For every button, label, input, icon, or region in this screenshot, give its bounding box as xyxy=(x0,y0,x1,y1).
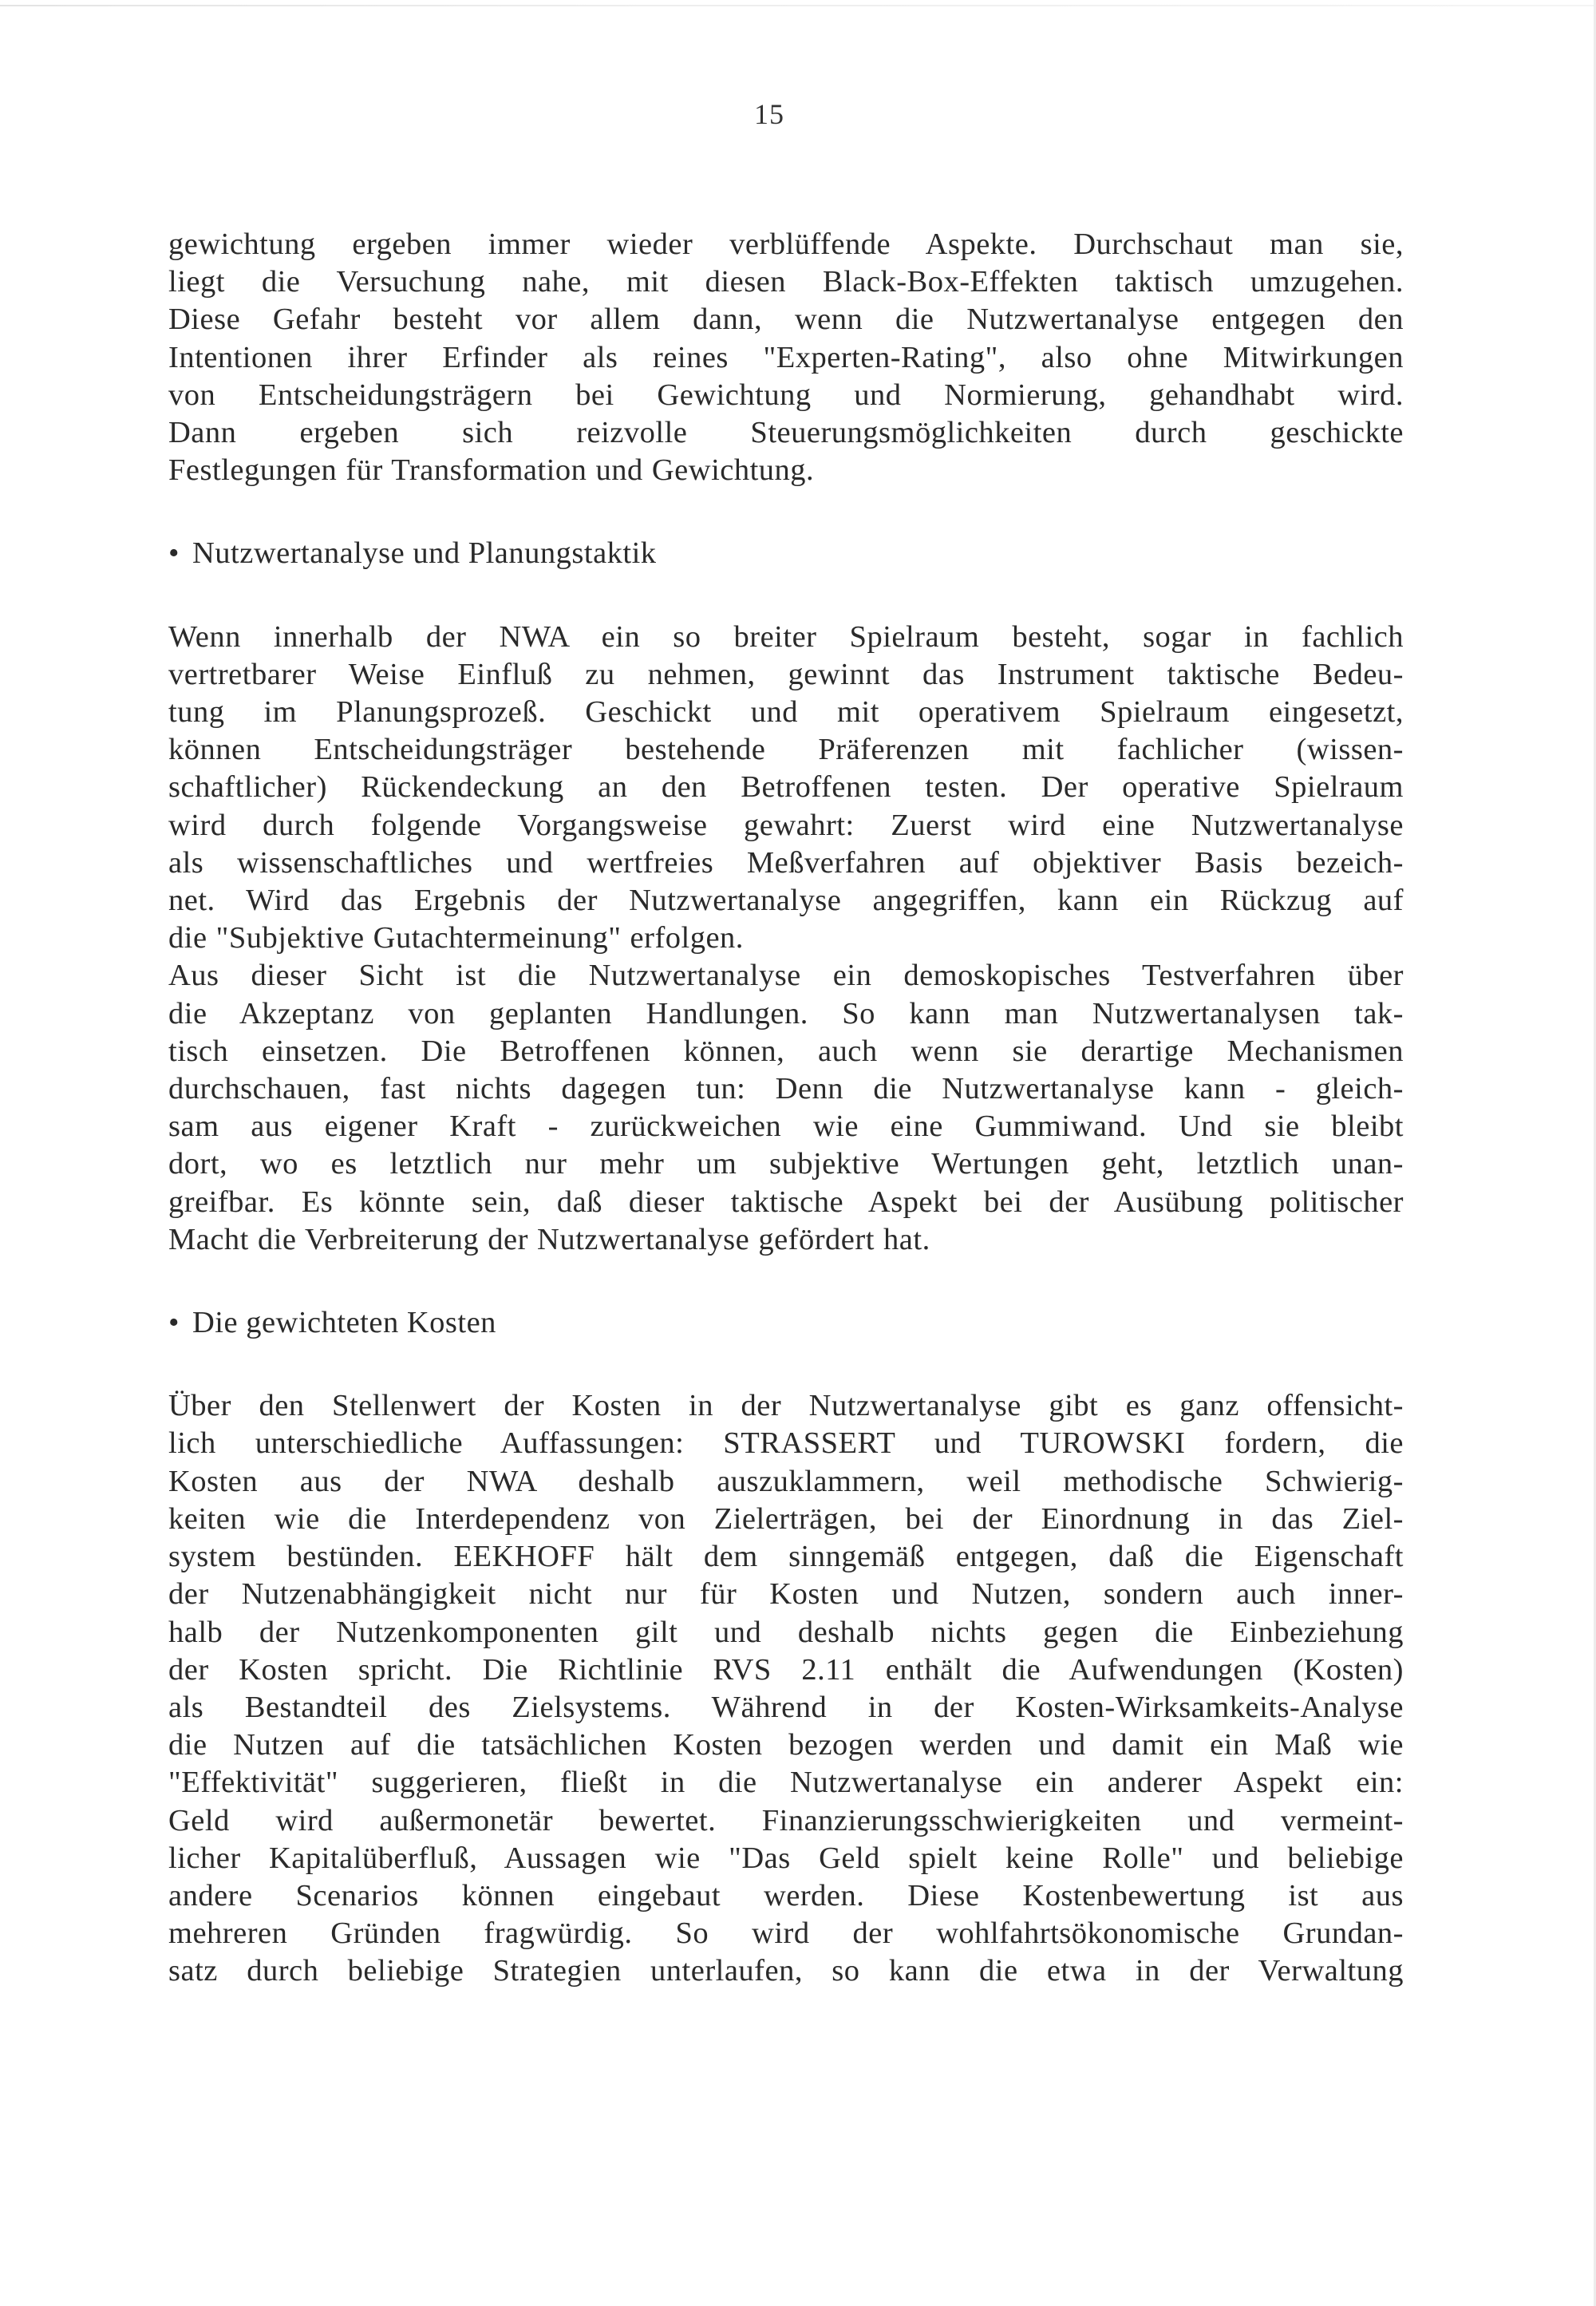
text-line: tung im Planungsprozeß. Geschickt und mit operativem Spielraum eingesetzt, xyxy=(168,695,1404,730)
text-line: keiten wie die Interdependenz von Zielerträgen, bei der Einordnung in das Ziel- xyxy=(168,1501,1404,1536)
text-line: wird durch folgende Vorgangsweise gewahrt: Zuerst wird eine Nutzwertanalyse xyxy=(168,808,1404,842)
paragraph-intro xyxy=(168,226,1404,489)
text-line: lich unterschiedliche Auffassungen: STRASSERT und TUROWSKI fordern, die xyxy=(168,1426,1404,1461)
text-line: andere Scenarios können eingebaut werden. Diese Kostenbewertung ist aus xyxy=(168,1878,1404,1912)
text-line: net. Wird das Ergebnis der Nutzwertanalyse angegriffen, kann ein Rückzug auf xyxy=(168,884,1404,918)
text-line: schaftlicher) Rückendeckung an den Betroffenen testen. Der operative Spielraum xyxy=(168,770,1404,805)
text-line: halb der Nutzenkomponenten gilt und deshalb nichts gegen die Einbeziehung xyxy=(168,1615,1404,1649)
text-line: mehreren Gründen fragwürdig. So wird der wohlfahrtsökonomische Grundan- xyxy=(168,1916,1404,1951)
text-line: der Kosten spricht. Die Richtlinie RVS 2.11 enthält die Aufwendungen (Kosten) xyxy=(168,1652,1404,1687)
text-line: vertretbarer Weise Einfluß zu nehmen, gewinnt das Instrument taktische Bedeu- xyxy=(168,657,1404,691)
text-line: Festlegungen für Transformation und Gewichtung. xyxy=(168,453,815,488)
text-line: satz durch beliebige Strategien unterlaufen, so kann die etwa in der Verwaltung xyxy=(168,1954,1404,1988)
section-heading-planungstaktik xyxy=(168,535,1404,572)
paragraph-planungstaktik-1 xyxy=(168,619,1404,958)
text-line: Kosten aus der NWA deshalb auszuklammern, weil methodische Schwierig- xyxy=(168,1464,1404,1498)
text-line: tisch einsetzen. Die Betroffenen können, auch wenn sie derartige Mechanismen xyxy=(168,1034,1404,1068)
text-line: Dann ergeben sich reizvolle Steuerungsmöglichkeiten durch geschickte xyxy=(168,416,1404,450)
text-line: die Nutzen auf die tatsächlichen Kosten bezogen werden und damit ein Maß wie xyxy=(168,1728,1404,1762)
text-line: sam aus eigener Kraft - zurückweichen wie eine Gummiwand. Und sie bleibt xyxy=(168,1109,1404,1144)
text-line: von Entscheidungsträgern bei Gewichtung und Normierung, gehandhabt wird. xyxy=(168,378,1404,412)
text-line: die Akzeptanz von geplanten Handlungen. So kann man Nutzwertanalysen tak- xyxy=(168,996,1404,1030)
text-line: Diese Gefahr besteht vor allem dann, wenn die Nutzwertanalyse entgegen den xyxy=(168,303,1404,337)
text-line: gewichtung ergeben immer wieder verblüffende Aspekte. Durchschaut man sie, xyxy=(168,227,1404,261)
text-line: Macht die Verbreiterung der Nutzwertanalyse gefördert hat. xyxy=(168,1222,930,1256)
page-number: 15 xyxy=(754,98,784,130)
text-line: Geld wird außermonetär bewertet. Finanzierungsschwierigkeiten und vermeint- xyxy=(168,1803,1404,1837)
scan-edge-top xyxy=(0,5,1596,6)
section-heading-kosten xyxy=(168,1304,1404,1342)
bullet-icon: • xyxy=(168,536,180,571)
text-line: können Entscheidungsträger bestehende Präferenzen mit fachlicher (wissen- xyxy=(168,733,1404,767)
text-line: als Bestandteil des Zielsystems. Während in der Kosten-Wirksamkeits-Analyse xyxy=(168,1690,1404,1724)
text-line: der Nutzenabhängigkeit nicht nur für Kosten und Nutzen, sondern auch inner- xyxy=(168,1577,1404,1612)
text-line: die "Subjektive Gutachtermeinung" erfolgen. xyxy=(168,921,744,955)
section-heading-text: Die gewichteten Kosten xyxy=(192,1306,496,1340)
text-line: Intentionen ihrer Erfinder als reines "Experten-Rating", also ohne Mitwirkungen xyxy=(168,340,1404,374)
text-line: als wissenschaftliches und wertfreies Meßverfahren auf objektiver Basis bezeich- xyxy=(168,845,1404,880)
bullet-icon: • xyxy=(168,1306,180,1340)
text-line: dort, wo es letztlich nur mehr um subjektive Wertungen geht, letztlich unan- xyxy=(168,1147,1404,1181)
text-line: durchschauen, fast nichts dagegen tun: Denn die Nutzwertanalyse kann - gleich- xyxy=(168,1072,1404,1106)
text-line: Über den Stellenwert der Kosten in der Nutzwertanalyse gibt es ganz offensicht- xyxy=(168,1389,1404,1423)
section-heading-text: Nutzwertanalyse und Planungstaktik xyxy=(192,536,657,571)
text-line: Wenn innerhalb der NWA ein so breiter Spielraum besteht, sogar in fachlich xyxy=(168,619,1404,654)
text-line: "Effektivität" suggerieren, fließt in die Nutzwertanalyse ein anderer Aspekt ein: xyxy=(168,1766,1404,1800)
text-line: licher Kapitalüberfluß, Aussagen wie "Das Geld spielt keine Rolle" und beliebige xyxy=(168,1841,1404,1875)
paragraph-planungstaktik-2 xyxy=(168,957,1404,1259)
paragraph-kosten xyxy=(168,1387,1404,1990)
text-line: Aus dieser Sicht ist die Nutzwertanalyse ein demoskopisches Testverfahren über xyxy=(168,959,1404,993)
page-body xyxy=(168,226,1404,1991)
text-line: greifbar. Es könnte sein, daß dieser taktische Aspekt bei der Ausübung politischer xyxy=(168,1185,1404,1219)
text-line: liegt die Versuchung nahe, mit diesen Black-Box-Effekten taktisch umzugehen. xyxy=(168,265,1404,299)
text-line: system bestünden. EEKHOFF hält dem sinngemäß entgegen, daß die Eigenschaft xyxy=(168,1540,1404,1574)
